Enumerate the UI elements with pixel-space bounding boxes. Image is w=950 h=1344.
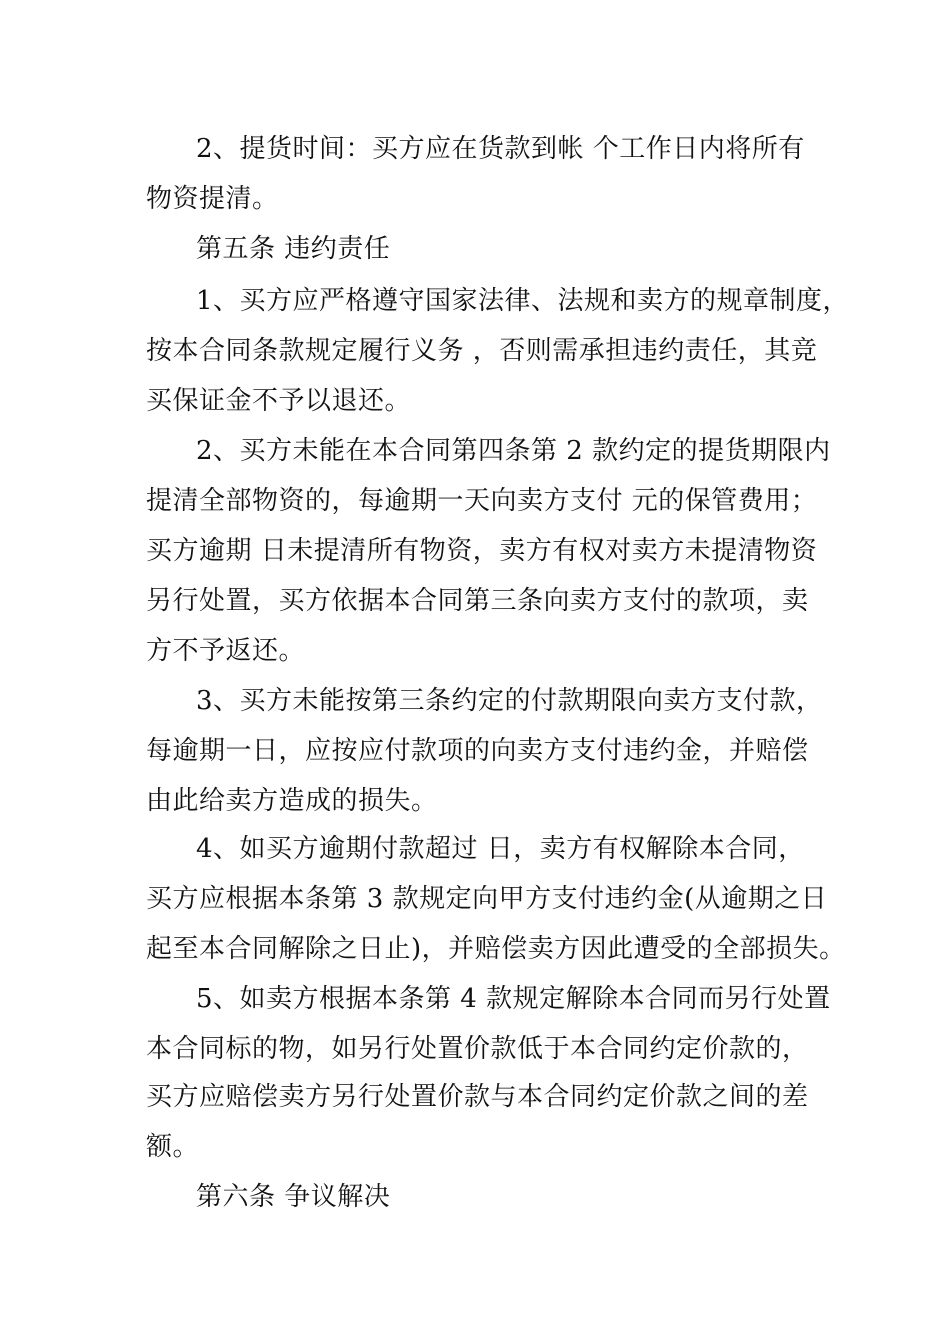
text-line: 额。 [146, 1132, 200, 1162]
text-line: 买方逾期 日未提清所有物资，卖方有权对卖方未提清物资 [146, 536, 818, 566]
text-line: 方不予返还。 [146, 636, 306, 666]
text-line: 由此给卖方造成的损失。 [146, 786, 438, 816]
text-line: 1、买方应严格遵守国家法律、法规和卖方的规章制度， [196, 286, 850, 316]
text-line: 4、如买方逾期付款超过 日，卖方有权解除本合同， [196, 834, 805, 864]
text-line: 买方应根据本条第 3 款规定向甲方支付违约金(从逾期之日 [146, 884, 828, 914]
text-line: 买方应赔偿卖方另行处置价款与本合同约定价款之间的差 [146, 1082, 809, 1112]
text-line: 按本合同条款规定履行义务 ，否则需承担违约责任，其竞 [146, 336, 818, 366]
section-heading-5: 第五条 违约责任 [196, 234, 391, 264]
text-line: 2、提货时间：买方应在货款到帐 个工作日内将所有 [196, 134, 805, 164]
text-line: 每逾期一日，应按应付款项的向卖方支付违约金，并赔偿 [146, 736, 809, 766]
section-heading-6: 第六条 争议解决 [196, 1182, 391, 1212]
text-line: 另行处置，买方依据本合同第三条向卖方支付的款项，卖 [146, 586, 809, 616]
text-line: 起至本合同解除之日止)，并赔偿卖方因此遭受的全部损失。 [146, 934, 846, 964]
text-line: 2、买方未能在本合同第四条第 2 款约定的提货期限内 [196, 436, 831, 466]
text-line: 买保证金不予以退还。 [146, 386, 412, 416]
text-line: 物资提清。 [146, 184, 279, 214]
text-line: 提清全部物资的，每逾期一天向卖方支付 元的保管费用； [146, 486, 818, 516]
text-line: 3、买方未能按第三条约定的付款期限向卖方支付款， [196, 686, 823, 716]
text-line: 5、如卖方根据本条第 4 款规定解除本合同而另行处置 [196, 984, 831, 1014]
text-line: 本合同标的物，如另行处置价款低于本合同约定价款的， [146, 1034, 809, 1064]
